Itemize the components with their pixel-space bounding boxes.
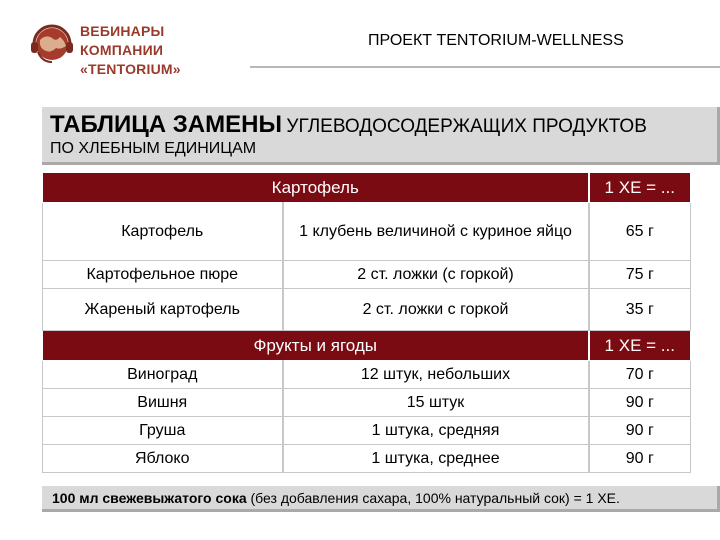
amount-cell: 2 ст. ложки (с горкой): [283, 261, 589, 289]
section-header-fruits: [43, 331, 691, 361]
footnote-bold: 100 мл свежевыжатого сока: [52, 490, 247, 506]
section-name: Картофель: [43, 173, 589, 203]
amount-cell: 15 штук: [283, 389, 589, 417]
project-title: ПРОЕКТ TENTORIUM-WELLNESS: [368, 32, 624, 49]
exchange-table: [42, 172, 691, 473]
logo: [30, 20, 260, 77]
grams-cell: 35 г: [589, 289, 691, 331]
product-cell: Яблоко: [43, 445, 283, 473]
logo-text: [80, 22, 260, 79]
product-cell: Груша: [43, 417, 283, 445]
amount-cell: 2 ст. ложки с горкой: [283, 289, 589, 331]
grams-cell: 90 г: [589, 445, 691, 473]
title-panel: [42, 107, 720, 165]
section-xe: 1 ХЕ = ...: [589, 173, 691, 203]
table-row: [43, 417, 691, 445]
amount-cell: 1 штука, среднее: [283, 445, 589, 473]
product-cell: Картофельное пюре: [43, 261, 283, 289]
table-row: [43, 389, 691, 417]
globe-headset-icon: [30, 20, 76, 66]
table-row: [43, 261, 691, 289]
section-xe: 1 ХЕ = ...: [589, 331, 691, 361]
table-row: [43, 203, 691, 261]
product-cell: Жареный картофель: [43, 289, 283, 331]
title-rest: УГЛЕВОДОСОДЕРЖАЩИХ ПРОДУКТОВ: [286, 116, 647, 137]
section-name: Фрукты и ягоды: [43, 331, 589, 361]
table-row: [43, 361, 691, 389]
table-row: [43, 289, 691, 331]
product-cell: Вишня: [43, 389, 283, 417]
title-subtitle: ПО ХЛЕБНЫМ ЕДИНИЦАМ: [50, 140, 257, 157]
amount-cell: 1 штука, средняя: [283, 417, 589, 445]
grams-cell: 90 г: [589, 389, 691, 417]
grams-cell: 70 г: [589, 361, 691, 389]
grams-cell: 65 г: [589, 203, 691, 261]
footnote-rest: (без добавления сахара, 100% натуральный сок) = 1 ХЕ.: [246, 490, 620, 506]
grams-cell: 75 г: [589, 261, 691, 289]
product-cell: Картофель: [43, 203, 283, 261]
product-cell: Виноград: [43, 361, 283, 389]
table-row: [43, 445, 691, 473]
grams-cell: 90 г: [589, 417, 691, 445]
logo-line2: КОМПАНИИ «TENTORIUM»: [80, 42, 181, 77]
amount-cell: 12 штук, небольших: [283, 361, 589, 389]
juice-footnote: [42, 486, 720, 512]
logo-line1: ВЕБИНАРЫ: [80, 23, 165, 39]
amount-cell: 1 клубень величиной с куриное яйцо: [283, 203, 589, 261]
header-divider: [250, 66, 720, 68]
title-bold: ТАБЛИЦА ЗАМЕНЫ: [50, 111, 282, 138]
section-header-potato: [43, 173, 691, 203]
title-line1: [50, 111, 647, 139]
